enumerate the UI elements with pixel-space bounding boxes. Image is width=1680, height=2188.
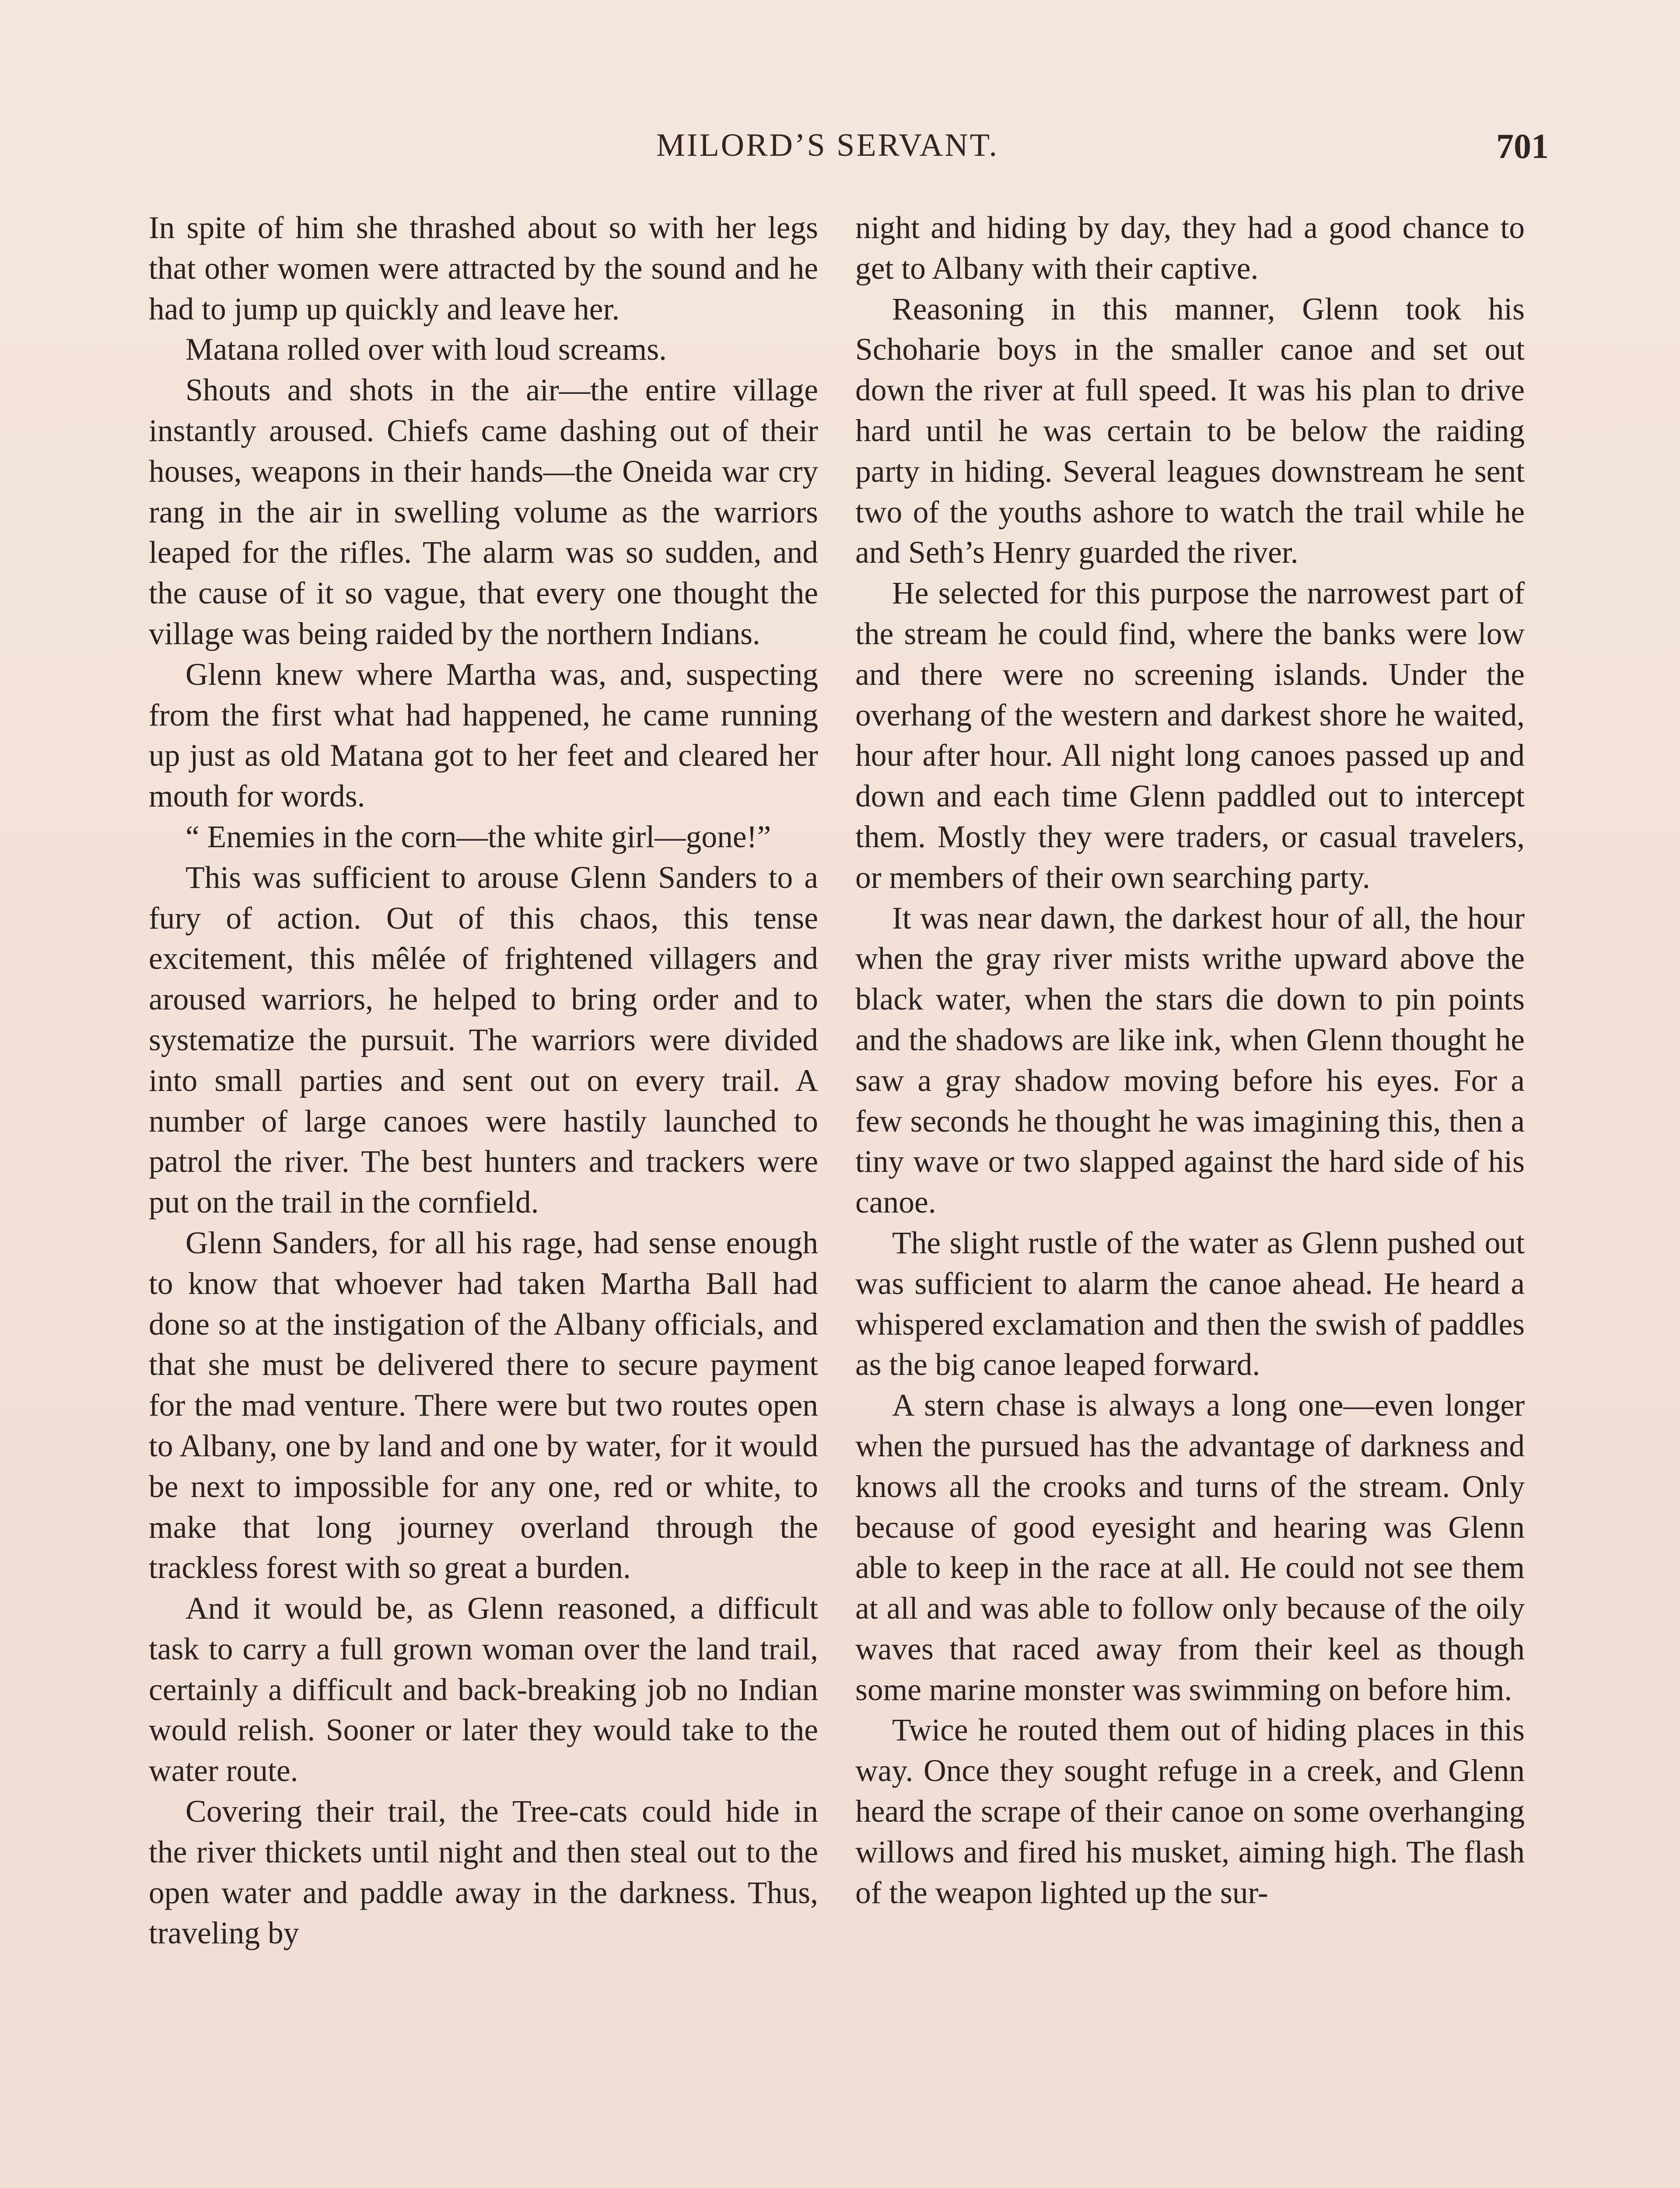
paragraph: Matana rolled over with loud screams.: [186, 332, 667, 367]
paragraph: Reasoning in this manner, Glenn took his Schoharie boys in the smaller canoe and set out down the river at full speed. It was his plan to drive hard until he was certain to be below the raiding party in hiding. Several leagues downstream he sent two of the youths ashore to watch the trail while he and Seth’s Henry guarded the river.: [855, 291, 1525, 570]
left-column: [149, 208, 818, 2188]
paragraph: Glenn Sanders, for all his rage, had sense enough to know that whoever had taken Martha Ball had done so at the instigation of the Albany officials, and that she must be delivered there to secure payment for the mad venture. There were but two routes open to Albany, one by land and one by water, for it would be next to impossible for any one, red or white, to make that long journey overland through the trackless forest with so great a burden.: [149, 1225, 818, 1585]
paragraph: This was sufficient to arouse Glenn Sanders to a fury of action. Out of this chaos, this tense excitement, this mêlée of frightened villagers and aroused warriors, he helped to bring order and to systematize the pursuit. The warriors were divided into small parties and sent out on every trail. A number of large canoes were hastily launched to patrol the river. The best hunters and trackers were put on the trail in the cornfield.: [149, 860, 818, 1220]
paragraph: Twice he routed them out of hiding places in this way. Once they sought refuge in a creek, and Glenn heard the scrape of their canoe on some overhanging willows and fired his musket, aiming high. The flash of the weapon lighted up the sur-: [855, 1713, 1525, 1910]
paragraph: And it would be, as Glenn reasoned, a difficult task to carry a full grown woman over the land trail, certainly a difficult and back-breaking job no Indian would relish. Sooner or later they would take to the water route.: [149, 1591, 818, 1788]
paragraph: night and hiding by day, they had a good chance to get to Albany with their captive.: [855, 210, 1525, 286]
paragraph: “ Enemies in the corn—the white girl—gone!”: [186, 819, 771, 854]
paragraph: The slight rustle of the water as Glenn pushed out was sufficient to alarm the canoe ahead. He heard a whispered exclamation and then the swish of paddles as the big canoe leaped forward.: [855, 1225, 1525, 1382]
paragraph: In spite of him she thrashed about so with her legs that other women were attracted by the sound and he had to jump up quickly and leave her.: [149, 210, 818, 326]
paragraph: A stern chase is always a long one—even longer when the pursued has the advantage of darkness and knows all the crooks and turns of the stream. Only because of good eyesight and hearing was Glenn able to keep in the race at all. He could not see them at all and was able to follow only because of the oily waves that raced away from their keel as though some marine monster was swimming on before him.: [855, 1388, 1525, 1707]
paragraph: Glenn knew where Martha was, and, suspecting from the first what had happened, he came running up just as old Matana got to her feet and cleared her mouth for words.: [149, 657, 818, 814]
page-header: [656, 127, 1549, 175]
paragraph: Shouts and shots in the air—the entire village instantly aroused. Chiefs came dashing out of their houses, weapons in their hands—the Oneida war cry rang in the air in swelling volume as the warriors leaped for the rifles. The alarm was so sudden, and the cause of it so vague, that every one thought the village was being raided by the northern Indians.: [149, 373, 818, 651]
paragraph: It was near dawn, the darkest hour of all, the hour when the gray river mists writhe upward above the black water, when the stars die down to pin points and the shadows are like ink, when Glenn thought he saw a gray shadow moving before his eyes. For a few seconds he thought he was imagining this, then a tiny wave or two slapped against the hard side of his canoe.: [855, 901, 1525, 1220]
right-column: [855, 208, 1525, 2188]
paragraph: Covering their trail, the Tree-cats could hide in the river thickets until night and then steal out to the open water and paddle away in the darkness. Thus, traveling by: [149, 1794, 818, 1951]
running-head: MILORD’S SERVANT.: [656, 127, 999, 163]
page-number: 701: [1496, 127, 1549, 166]
paragraph: He selected for this purpose the narrowest part of the stream he could find, where the banks were low and there were no screening islands. Under the overhang of the western and darkest shore he waited, hour after hour. All night long canoes passed up and down and each time Glenn paddled out to intercept them. Mostly they were traders, or casual travelers, or members of their own searching party.: [855, 576, 1525, 895]
